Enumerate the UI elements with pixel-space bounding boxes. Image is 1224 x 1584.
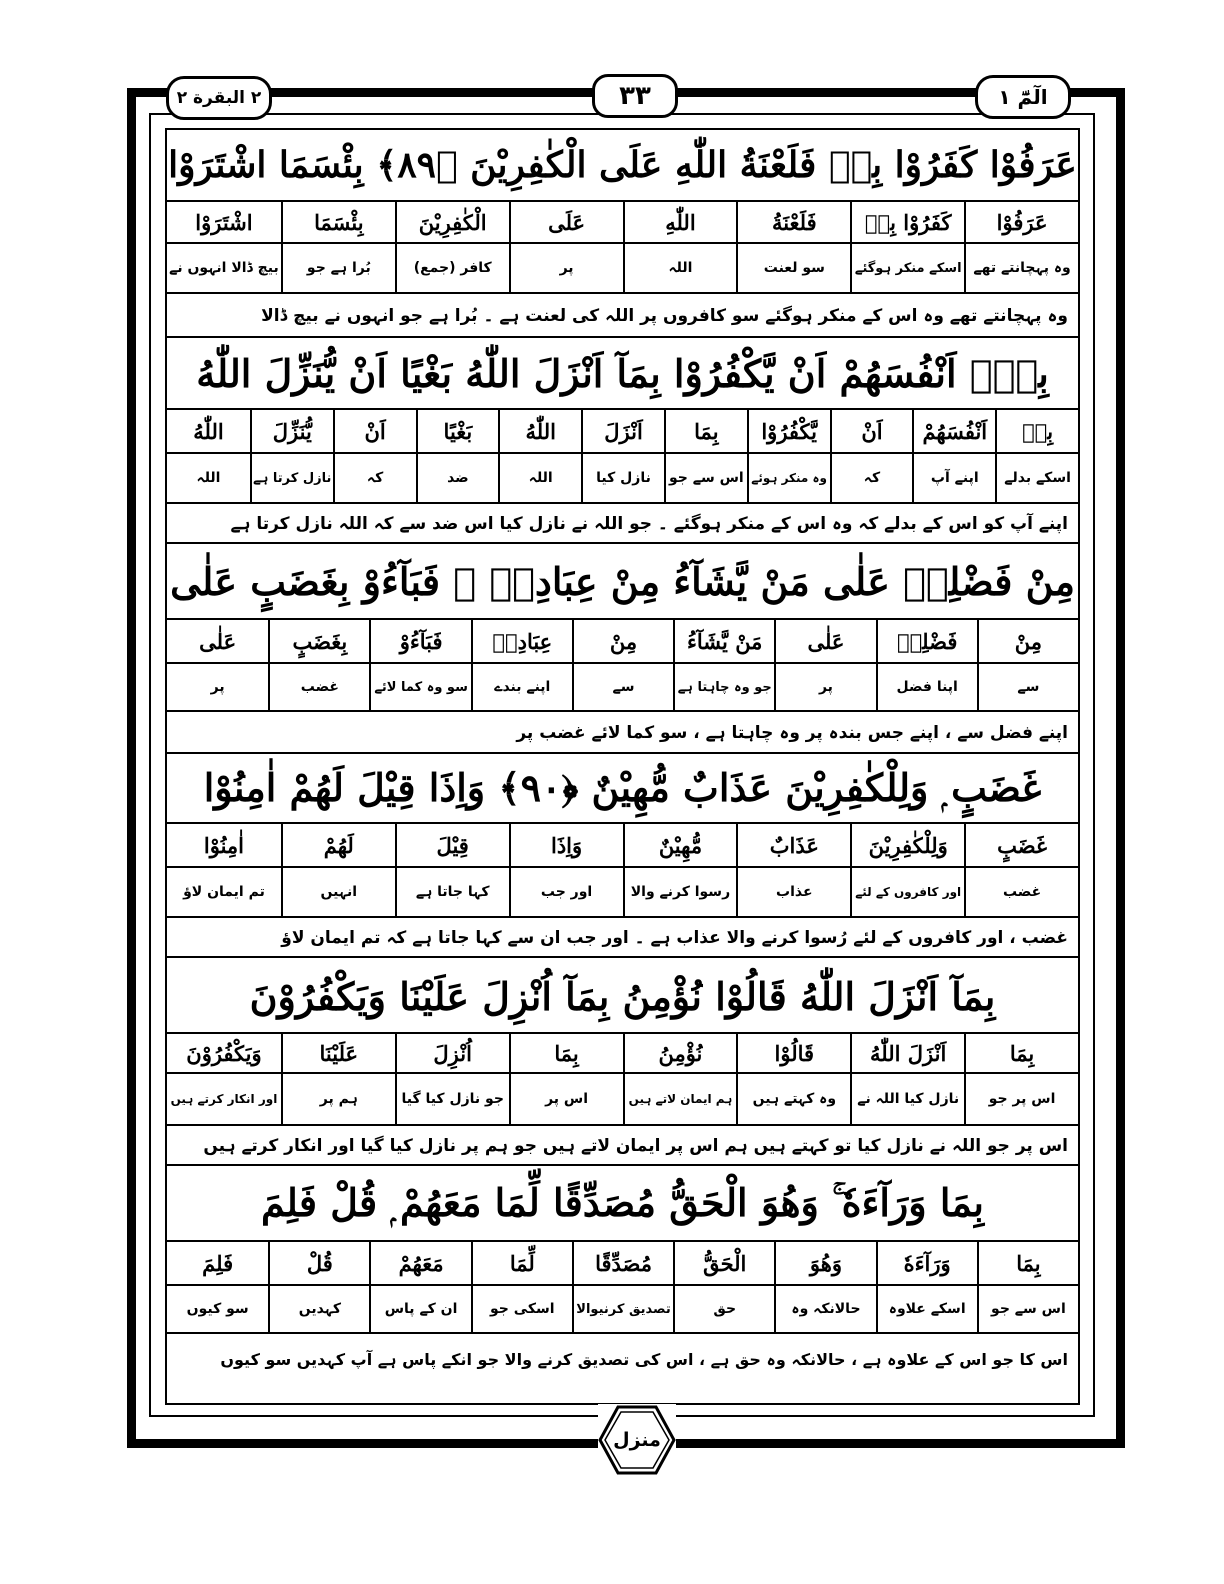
meaning-cell: اسکے علاوہ bbox=[876, 1286, 977, 1332]
ayah-line-2: بِهٖٓ اَنْفُسَهُمْ اَنْ يَّكْفُرُوْا بِمَآ اَنْزَلَ اللّٰهُ بَغْيًا اَنْ يُّنَزِّلَ اللّٰهُ bbox=[167, 338, 1078, 410]
meaning-cell: اپنے آپ bbox=[912, 454, 995, 502]
word-row-1 bbox=[167, 202, 1078, 244]
word-cell: فَبَآءُوْ bbox=[369, 620, 470, 662]
meaning-cell: انہیں bbox=[281, 868, 395, 916]
meaning-cell: نازل کیا اللہ نے bbox=[850, 1074, 964, 1124]
word-cell: لِّمَا bbox=[471, 1242, 572, 1284]
meaning-cell: جو وہ چاہتا ہے bbox=[673, 664, 774, 710]
word-cell: اللّٰهِ bbox=[623, 202, 737, 242]
meaning-cell: عذاب bbox=[736, 868, 850, 916]
word-cell: عِبَادِهٖ bbox=[471, 620, 572, 662]
word-row-3 bbox=[167, 620, 1078, 664]
meaning-cell: اور انکار کرتے ہیں bbox=[170, 1092, 278, 1106]
word-row-4 bbox=[167, 824, 1078, 868]
meaning-cell: تم ایمان لاؤ bbox=[183, 884, 265, 900]
meaning-cell: غضب bbox=[268, 664, 369, 710]
word-cell: يَّكْفُرُوْا bbox=[747, 410, 830, 452]
word-cell: مَنْ يَّشَآءُ bbox=[673, 620, 774, 662]
meaning-cell: اللہ bbox=[623, 244, 737, 292]
word-cell: اَنْزَلَ اللّٰهُ bbox=[850, 1034, 964, 1072]
meaning-cell: سے bbox=[572, 664, 673, 710]
meaning-cell: وہ پہچانتے تھے bbox=[964, 244, 1078, 292]
word-cell: بِهٖ bbox=[995, 410, 1078, 452]
meaning-cell: ضد bbox=[416, 454, 499, 502]
meaning-cell: وہ کہتے ہیں bbox=[736, 1074, 850, 1124]
word-cell: بِمَا bbox=[509, 1034, 623, 1072]
meaning-row-6 bbox=[167, 1286, 1078, 1334]
meaning-cell: بُرا ہے جو bbox=[281, 244, 395, 292]
word-cell: بِئْسَمَا bbox=[281, 202, 395, 242]
meaning-cell: کہ bbox=[333, 454, 416, 502]
word-cell: يُّنَزِّلَ bbox=[250, 410, 333, 452]
word-cell: اَنْ bbox=[830, 410, 913, 452]
word-cell: اللّٰهُ bbox=[193, 418, 224, 444]
meaning-cell: اپنے بندے bbox=[471, 664, 572, 710]
meaning-cell: اسکے بدلے bbox=[995, 454, 1078, 502]
word-cell: بَغْيًا bbox=[416, 410, 499, 452]
word-cell: وَيَكْفُرُوْنَ bbox=[186, 1040, 262, 1066]
word-cell: لَهُمْ bbox=[281, 824, 395, 866]
word-cell: مِنْ bbox=[977, 620, 1078, 662]
meaning-cell: پر bbox=[774, 664, 875, 710]
meaning-cell: کافر (جمع) bbox=[395, 244, 509, 292]
meaning-cell: سو کیوں bbox=[186, 1301, 249, 1317]
meaning-cell: اللہ bbox=[196, 470, 221, 486]
surah-name-badge bbox=[166, 76, 272, 120]
meaning-cell: وہ منکر ہوئے bbox=[747, 454, 830, 502]
word-cell: قُلْ bbox=[268, 1242, 369, 1284]
word-cell: عَرَفُوْا bbox=[964, 202, 1078, 242]
meaning-cell: سے bbox=[977, 664, 1078, 710]
meaning-cell: رسوا کرنے والا bbox=[623, 868, 737, 916]
meaning-row-4 bbox=[167, 868, 1078, 918]
meaning-cell: اپنا فضل bbox=[876, 664, 977, 710]
meaning-cell: اس پر جو bbox=[964, 1074, 1078, 1124]
word-cell: اَنْزَلَ bbox=[581, 410, 664, 452]
word-cell: كَفَرُوْا بِهٖ bbox=[850, 202, 964, 242]
word-cell: فَلِمَ bbox=[202, 1250, 234, 1276]
translation-line-6: اس کا جو اس کے علاوہ ہے ، حالانکہ وہ حق ہے ، اس کی تصدیق کرنے والا جو انکے پاس ہے آپ کہدیں سو کیوں bbox=[220, 1349, 1068, 1369]
meaning-cell: ہم ایمان لاتے ہیں bbox=[623, 1074, 737, 1124]
meaning-cell: اسکے منکر ہوگئے bbox=[850, 244, 964, 292]
meaning-cell: غضب bbox=[964, 868, 1078, 916]
para-name-badge bbox=[975, 75, 1071, 119]
meaning-cell: کہدیں bbox=[268, 1286, 369, 1332]
ayah-line-1: عَرَفُوْا كَفَرُوْا بِهٖ فَلَعْنَةُ اللّٰهِ عَلَى الْكٰفِرِيْنَ ﴿٨٩﴾ بِئْسَمَا اشْتَرَوْا bbox=[167, 130, 1078, 202]
word-cell: وَهُوَ bbox=[774, 1242, 875, 1284]
meaning-cell: سو وہ کما لائے bbox=[369, 664, 470, 710]
meaning-row-1 bbox=[167, 244, 1078, 294]
word-cell: وَاِذَا bbox=[509, 824, 623, 866]
meaning-cell: اور جب bbox=[509, 868, 623, 916]
meaning-cell: ان کے پاس bbox=[369, 1286, 470, 1332]
word-cell: نُؤْمِنُ bbox=[623, 1034, 737, 1072]
meaning-cell: تصدیق کرنیوالا bbox=[572, 1286, 673, 1332]
translation-line-2: اپنے آپ کو اس کے بدلے کہ وہ اس کے منکر ہوگئے ۔ جو اللہ نے نازل کیا اس ضد سے کہ اللہ نازل کرتا ہے bbox=[167, 504, 1078, 544]
word-row-5 bbox=[167, 1034, 1078, 1074]
manzil-label: منزل bbox=[613, 1429, 661, 1451]
word-cell: اشْتَرَوْا bbox=[195, 209, 253, 235]
meaning-cell: حق bbox=[673, 1286, 774, 1332]
word-cell: بِمَا bbox=[977, 1242, 1078, 1284]
word-cell: بِمَا bbox=[964, 1034, 1078, 1072]
meaning-row-5 bbox=[167, 1074, 1078, 1126]
word-cell: فَضْلِهٖ bbox=[876, 620, 977, 662]
word-cell: وَرَآءَهٗ bbox=[876, 1242, 977, 1284]
word-cell: اٰمِنُوْا bbox=[203, 832, 244, 858]
word-cell: فَلَعْنَةُ bbox=[736, 202, 850, 242]
word-cell: عَلَى bbox=[509, 202, 623, 242]
meaning-cell: ہم پر bbox=[281, 1074, 395, 1124]
word-cell: قِيْلَ bbox=[395, 824, 509, 866]
meaning-cell: حالانکہ وہ bbox=[774, 1286, 875, 1332]
word-cell: مُّهِيْنٌ bbox=[623, 824, 737, 866]
page-number: ٣٣ bbox=[619, 81, 651, 111]
ayah-line-4: غَضَبٍ ۭ وَلِلْكٰفِرِيْنَ عَذَابٌ مُّهِيْنٌ ﴿٩٠﴾ وَاِذَا قِيْلَ لَهُمْ اٰمِنُوْا bbox=[167, 754, 1078, 824]
translation-line-1: وہ پہچانتے تھے وہ اس کے منکر ہوگئے سو کافروں پر اللہ کی لعنت ہے ۔ بُرا ہے جو انہوں نے بیچ ڈالا bbox=[167, 294, 1078, 338]
ayah-line-3: مِنْ فَضْلِهٖ عَلٰى مَنْ يَّشَآءُ مِنْ عِبَادِهٖ ۚ فَبَآءُوْ بِغَضَبٍ عَلٰى bbox=[167, 544, 1078, 620]
translation-line-3: اپنے فضل سے ، اپنے جس بندہ پر وہ چاہتا ہے ، سو کما لائے غضب پر bbox=[167, 712, 1078, 754]
word-cell: عَذَابٌ bbox=[736, 824, 850, 866]
meaning-row-2 bbox=[167, 454, 1078, 504]
word-cell: اُنْزِلَ bbox=[395, 1034, 509, 1072]
word-cell: مَعَهُمْ bbox=[369, 1242, 470, 1284]
meaning-cell: پر bbox=[509, 244, 623, 292]
page-content bbox=[165, 128, 1080, 1405]
word-cell: عَلٰى bbox=[199, 628, 237, 654]
word-cell: عَلَيْنَا bbox=[281, 1034, 395, 1072]
meaning-cell: اسکی جو bbox=[471, 1286, 572, 1332]
meaning-cell: کہ bbox=[830, 454, 913, 502]
page-number-badge bbox=[592, 74, 678, 118]
word-row-6 bbox=[167, 1242, 1078, 1286]
word-cell: الْحَقُّ bbox=[673, 1242, 774, 1284]
word-cell: اَنْ bbox=[333, 410, 416, 452]
word-cell: اللّٰهُ bbox=[498, 410, 581, 452]
meaning-cell: سو لعنت bbox=[736, 244, 850, 292]
para-name: الٓمّٓ ١ bbox=[998, 85, 1048, 109]
meaning-cell: نازل کرتا ہے bbox=[250, 454, 333, 502]
word-cell: مُصَدِّقًا bbox=[572, 1242, 673, 1284]
meaning-cell: جو نازل کیا گیا bbox=[395, 1074, 509, 1124]
word-cell: عَلٰى bbox=[774, 620, 875, 662]
meaning-cell: اس پر bbox=[509, 1074, 623, 1124]
meaning-cell: بیچ ڈالا انہوں نے bbox=[169, 260, 279, 276]
word-cell: مِنْ bbox=[572, 620, 673, 662]
surah-name: ٢ البقرة ٢ bbox=[176, 88, 262, 108]
word-cell: الْكٰفِرِيْنَ bbox=[395, 202, 509, 242]
meaning-cell: نازل کیا bbox=[581, 454, 664, 502]
word-cell: قَالُوْا bbox=[736, 1034, 850, 1072]
word-cell: وَلِلْكٰفِرِيْنَ bbox=[850, 824, 964, 866]
translation-line-5: اس پر جو اللہ نے نازل کیا تو کہتے ہیں ہم اس پر ایمان لاتے ہیں جو ہم پر نازل کیا گیا اور انکار کرتے ہیں bbox=[167, 1126, 1078, 1166]
meaning-cell: پر bbox=[210, 679, 225, 695]
word-cell: بِمَا bbox=[664, 410, 747, 452]
meaning-cell: کہا جاتا ہے bbox=[395, 868, 509, 916]
ayah-line-6: بِمَا وَرَآءَهٗ ۚ وَهُوَ الْحَقُّ مُصَدِّقًا لِّمَا مَعَهُمْ ۭ قُلْ فَلِمَ bbox=[167, 1166, 1078, 1242]
meaning-cell: اللہ bbox=[498, 454, 581, 502]
ayah-line-5: بِمَآ اَنْزَلَ اللّٰهُ قَالُوْا نُؤْمِنُ بِمَآ اُنْزِلَ عَلَيْنَا وَيَكْفُرُوْنَ bbox=[167, 960, 1078, 1034]
word-cell: بِغَضَبٍ bbox=[268, 620, 369, 662]
manzil-seal bbox=[598, 1404, 676, 1476]
meaning-cell: اس سے جو bbox=[664, 454, 747, 502]
translation-line-4: غضب ، اور کافروں کے لئے رُسوا کرنے والا عذاب ہے ۔ اور جب ان سے کہا جاتا ہے کہ تم ایمان لاؤ bbox=[167, 918, 1078, 958]
word-cell: غَضَبٍ bbox=[964, 824, 1078, 866]
word-row-2 bbox=[167, 410, 1078, 454]
meaning-row-3 bbox=[167, 664, 1078, 712]
meaning-cell: اور کافروں کے لئے bbox=[850, 868, 964, 916]
word-cell: اَنْفُسَهُمْ bbox=[912, 410, 995, 452]
meaning-cell: اس سے جو bbox=[977, 1286, 1078, 1332]
